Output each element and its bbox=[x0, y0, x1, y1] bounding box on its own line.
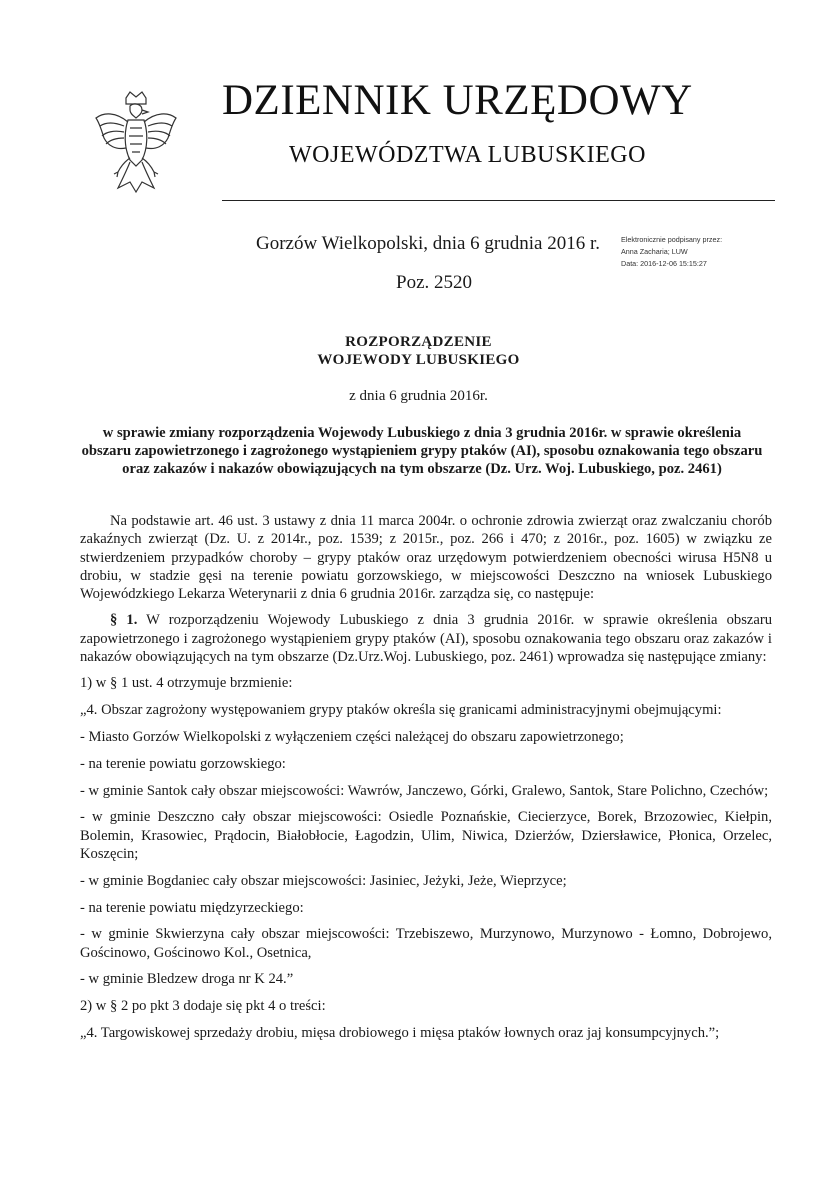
list-item: 2) w § 2 po pkt 3 dodaje się pkt 4 o treści: bbox=[80, 998, 326, 1015]
list-item: - w gminie Santok cały obszar miejscowości: Wawrów, Janczewo, Górki, Gralewo, Santok, Stare Polichno, Czechów; bbox=[80, 782, 769, 799]
list-item: - w gminie Bogdaniec cały obszar miejscowości: Jasiniec, Jeżyki, Jeże, Wieprzyce; bbox=[80, 872, 567, 889]
section-1-paragraph bbox=[80, 611, 772, 666]
act-title-line: WOJEWODY LUBUSKIEGO bbox=[317, 352, 520, 368]
position-number: Poz. 2520 bbox=[396, 272, 472, 293]
gazette-subtitle: WOJEWÓDZTWA LUBUSKIEGO bbox=[289, 142, 646, 168]
document-body bbox=[80, 512, 772, 1051]
polish-eagle-emblem-icon bbox=[90, 88, 182, 196]
section-1-label: § 1. bbox=[110, 612, 138, 629]
preamble-paragraph: Na podstawie art. 46 ust. 3 ustawy z dnia 11 marca 2004r. o ochronie zdrowia zwierząt oraz zwalczaniu chorób zakaźnych zwierząt (Dz. U. z 2014r., poz. 1539; z 2015r., poz. 266 i 470; z 2016r., poz. 1605) w związku ze stwierdzeniem przypadków choroby – grypy ptaków oraz urzędowym potwierdzeniem obecności wirusa H5N8 u drobiu, w stadzie gęsi na terenie powiatu gorzowskiego, w miejscowości Deszczno na wniosek Lubuskiego Wojewódzkiego Lekarza Weterynarii z dnia 6 grudnia 2016r. zarządza się, co następuje: bbox=[80, 513, 772, 603]
list-item: „4. Obszar zagrożony występowaniem grypy ptaków określa się granicami administracyjnymi obejmującymi: bbox=[80, 702, 722, 719]
list-item: - w gminie Deszczno cały obszar miejscowości: Osiedle Poznańskie, Ciecierzyce, Borek, Brzozowiec, Kiełpin, Bolemin, Krasowiec, Prądocin, Białobłocie, Łagodzin, Ulim, Niwica, Dzierżów, Dziersławice, Płonica, Orzelec, Koszęcin; bbox=[80, 809, 772, 862]
signature-line: Anna Zacharia; LUW bbox=[621, 247, 688, 256]
signature-line: Elektronicznie podpisany przez: bbox=[621, 235, 723, 244]
gazette-title: DZIENNIK URZĘDOWY bbox=[222, 77, 693, 124]
place-and-date: Gorzów Wielkopolski, dnia 6 grudnia 2016 r. bbox=[256, 233, 601, 254]
signature-line: Data: 2016-12-06 15:15:27 bbox=[621, 259, 707, 268]
section-1-text: W rozporządzeniu Wojewody Lubuskiego z dnia 3 grudnia 2016r. w sprawie określenia obszaru zapowietrzonego i zagrożonego wystąpieniem grypy ptaków (AI), sposobu oznakowania tego obszaru oraz zakazów i nakazów obowiązujących na tym obszarze (Dz.Urz.Woj. Lubuskiego, poz. 2461) wprowadza się następujące zmiany: bbox=[80, 612, 772, 666]
act-title-line: ROZPORZĄDZENIE bbox=[345, 334, 492, 350]
list-item: - w gminie Bledzew droga nr K 24.” bbox=[80, 971, 294, 988]
list-item: - w gminie Skwierzyna cały obszar miejscowości: Trzebiszewo, Murzynowo, Murzynowo - Łomno, Dobrojewo, Gościnowo, Gościnowo Kol., Osetnica, bbox=[80, 926, 772, 961]
act-date: z dnia 6 grudnia 2016r. bbox=[349, 388, 488, 404]
act-title bbox=[0, 333, 837, 369]
list-item: „4. Targowiskowej sprzedaży drobiu, mięsa drobiowego i mięsa ptaków łownych oraz jaj konsumpcyjnych.”; bbox=[80, 1025, 720, 1042]
list-item: - na terenie powiatu gorzowskiego: bbox=[80, 755, 286, 772]
list-item: 1) w § 1 ust. 4 otrzymuje brzmienie: bbox=[80, 675, 293, 692]
list-item: - Miasto Gorzów Wielkopolski z wyłączeniem części należącej do obszaru zapowietrzonego; bbox=[80, 728, 624, 745]
act-subject: w sprawie zmiany rozporządzenia Wojewody Lubuskiego z dnia 3 grudnia 2016r. w sprawie określenia obszaru zapowietrzonego i zagrożonego wystąpieniem grypy ptaków (AI), sposobu oznakowania tego obszaru oraz zakazów i nakazów obowiązujących na tym obszarze (Dz. Urz. Woj. Lubuskiego, poz. 2461) bbox=[81, 425, 763, 478]
electronic-signature-stamp bbox=[621, 234, 811, 270]
list-item: - na terenie powiatu międzyrzeckiego: bbox=[80, 899, 304, 916]
header-divider bbox=[222, 200, 775, 201]
